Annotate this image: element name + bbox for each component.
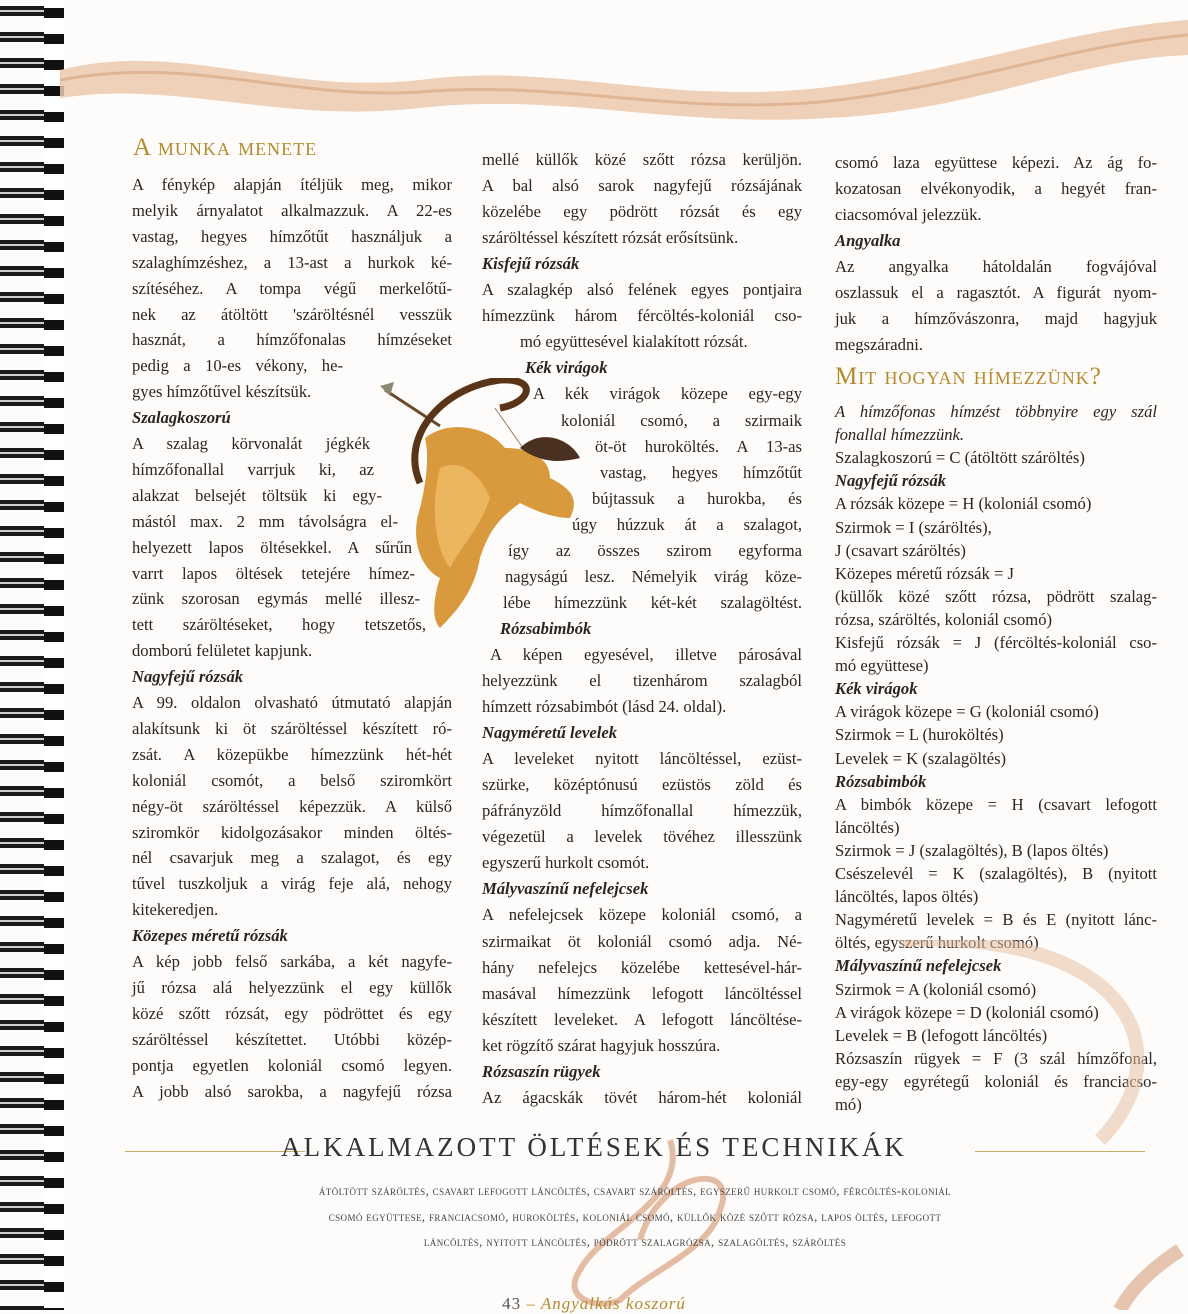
text-line: A bal alsó sarok nagyfejű rózsájának xyxy=(482,176,802,196)
text-line: Szirmok = I (száröltés), xyxy=(835,517,992,537)
page-footer xyxy=(0,1294,1188,1314)
text-line: hasznát, a hímzőfonalas hímzéseket xyxy=(132,330,452,350)
text-line: végezetül a levelek tövéhez illesszünk xyxy=(482,827,802,847)
techniques-line: csomó együttese, franciacsomó, huroköltés, koloniál csomó, küllők közé szőtt rózsa, lapos öltés, lefogott xyxy=(328,1210,942,1224)
text-line: csomó laza együttese képezi. Az ág fo- xyxy=(835,153,1157,172)
text-line: A képen egyesével, illetve párosával xyxy=(490,644,802,664)
text-line: készített leveleket. A lefogott láncöltése- xyxy=(482,1009,802,1029)
text-line: bújtassuk a hurokba, és xyxy=(592,488,802,508)
subheading: Nagyfejű rózsák xyxy=(835,471,947,491)
text-line: koloniál csomót, a belső sziromkört xyxy=(132,770,452,790)
text-line: varrt lapos öltések tetejére hímez- xyxy=(132,563,415,583)
text-line: egy-egy egyrétegű koloniál és franciacso- xyxy=(835,1071,1157,1091)
text-line: melyik árnyalatot alkalmazzuk. A 22-es xyxy=(132,200,452,220)
text-line: (küllők közé szőtt rózsa, pödrött szalag- xyxy=(835,586,1157,606)
text-line: hány nefelejcs közelébe kettesével-hár- xyxy=(482,957,802,977)
text-line: A virágok közepe = D (koloniál csomó) xyxy=(835,1002,1099,1022)
subheading: Mályvaszínű nefelejcsek xyxy=(835,956,1002,976)
text-line: láncöltés) xyxy=(835,817,900,837)
text-line: szítéséhez. A tompa végű merkelőtű- xyxy=(132,278,452,298)
text-line: ket rögzítő szárat hagyjuk hosszúra. xyxy=(482,1035,721,1055)
spiral-binding xyxy=(0,0,64,1310)
subheading: Rózsaszín rügyek xyxy=(482,1061,601,1081)
techniques-line: átöltött száröltés, csavart lefogott láncöltés, csavart száröltés, egyszerű hurkolt csomó, fércöltés-koloniál xyxy=(318,1184,952,1198)
text-line: A nefelejcsek közepe koloniál csomó, a xyxy=(482,905,802,925)
text-line: lébe hímezzünk két-két szalagöltést. xyxy=(503,592,802,612)
text-line: láncöltés, lapos öltés) xyxy=(835,887,979,907)
text-line: hímzőfonallal varrjuk ki, az xyxy=(132,459,374,479)
text-line: gyes hímzőtűvel készítsük. xyxy=(132,382,312,402)
text-line: Csészelevél = K (szalagöltés), B (nyitott xyxy=(835,864,1157,883)
text-line: A kék virágok közepe egy-egy xyxy=(533,384,802,404)
cupid-illustration xyxy=(380,378,610,648)
text-line: úgy húzzuk át a szalagot, xyxy=(572,514,802,534)
techniques-line: láncöltés, nyitott láncöltés, pödrött szalagrózsa, szalagöltés, száröltés xyxy=(423,1235,847,1249)
text-line: négy-öt száröltéssel képezzük. A külső xyxy=(132,796,452,816)
text-line: megszáradni. xyxy=(835,335,924,354)
subheading: Kék virágok xyxy=(835,679,918,699)
text-line: száröltéssel készítettet. Utóbbi közép- xyxy=(132,1029,452,1049)
text-line: mástól max. 2 mm távolságra el- xyxy=(132,511,398,531)
text-line: juk a hímzővászonra, majd hagyjuk xyxy=(835,309,1157,328)
text-line: öt-öt huroköltés. A 13-as xyxy=(595,436,802,456)
text-line: A fénykép alapján ítéljük meg, mikor xyxy=(132,175,452,194)
text-line: mellé küllők közé szőtt rózsa kerüljön. xyxy=(482,150,802,169)
chapter-title: Angyalkás koszorú xyxy=(540,1294,686,1313)
subheading: Szalagkoszorú xyxy=(132,408,231,428)
text-line: így az összes szirom egyforma xyxy=(508,540,802,560)
text-line: rózsa, száröltés, koloniál csomó) xyxy=(835,609,1053,629)
text-line: Szalagkoszorú = C (átöltött száröltés) xyxy=(835,448,1085,468)
text-line: pedig a 10-es vékony, he- xyxy=(132,356,343,376)
text-line: kozatosan elvékonyodik, a hegyét fran- xyxy=(835,179,1157,198)
text-line: sziromkör kidolgozásakor minden öltés- xyxy=(132,822,452,842)
text-line: pontja egyetlen koloniál csomó legyen. xyxy=(132,1055,452,1075)
text-line: száröltéssel készített rózsát erősítsünk. xyxy=(482,228,739,248)
text-line: egyszerű hurkolt csomót. xyxy=(482,853,650,873)
techniques-title: ALKALMAZOTT ÖLTÉSEK ÉS TECHNIKÁK xyxy=(281,1132,907,1162)
text-line: zünk szorosan egymás mellé illesz- xyxy=(132,589,420,609)
text-line: fonallal hímezzünk. xyxy=(835,425,965,445)
text-line: nél csavarjuk meg a szalagot, és egy xyxy=(132,848,452,868)
text-line: Kisfejű rózsák = J (fércöltés-koloniál cso- xyxy=(835,633,1157,652)
text-line: Levelek = K (szalagöltés) xyxy=(835,748,1007,768)
divider-right xyxy=(975,1151,1145,1152)
subheading: Angyalka xyxy=(835,231,901,250)
text-line: Az angyalka hátoldalán fogvájóval xyxy=(835,257,1157,276)
subheading: Közepes méretű rózsák xyxy=(132,926,288,946)
text-line: szirmaikat öt koloniál csomó adja. Né- xyxy=(482,931,802,951)
text-line: vastag, hegyes hímzőtűt használjuk a xyxy=(132,226,452,246)
subheading: Rózsabimbók xyxy=(835,771,927,791)
text-line: A rózsák közepe = H (koloniál csomó) xyxy=(835,494,1092,514)
section-title-munka-menete: A munka menete xyxy=(133,134,318,161)
text-line: ciacsomóval jelezzük. xyxy=(835,205,982,224)
text-line: nagyságú lesz. Némelyik virág köze- xyxy=(505,566,802,586)
text-line: A leveleket nyitott láncöltéssel, ezüst- xyxy=(482,749,802,769)
text-line: Rózsaszín rügyek = F (3 szál hímzőfonal, xyxy=(835,1048,1157,1068)
text-line: Közepes méretű rózsák = J xyxy=(835,563,1014,583)
text-line: masával hímezzünk lefogott láncöltéssel xyxy=(482,983,802,1003)
text-line: A szalagkép alsó felének egyes pontjaira xyxy=(482,280,802,300)
text-line: mó együttese) xyxy=(835,656,929,676)
text-line: alakítsunk ki öt száröltéssel készített ró- xyxy=(132,718,452,738)
text-line: alakzat belsejét töltsük ki egy- xyxy=(132,485,382,505)
text-line: nek az átöltött 'száröltésnél vesszük xyxy=(132,304,452,324)
text-line: kitekeredjen. xyxy=(132,900,219,920)
subheading: Rózsabimbók xyxy=(500,618,592,638)
text-line: domború felületet kapjunk. xyxy=(132,641,313,661)
text-line: Szirmok = L (huroköltés) xyxy=(835,725,1004,745)
text-line: hímzett rózsabimbót (lásd 24. oldal). xyxy=(482,697,727,717)
subheading: Kék virágok xyxy=(525,358,608,378)
ribbon-decoration-bottom xyxy=(540,940,1188,1310)
text-line: A jobb alsó sarokba, a nagyfejű rózsa xyxy=(132,1081,452,1101)
text-line: A 99. oldalon olvasható útmutató alapján xyxy=(132,693,452,712)
text-line: Szirmok = J (szalagöltés), B (lapos öltés) xyxy=(835,840,1109,860)
text-line: A bimbók közepe = H (csavart lefogott xyxy=(835,794,1157,814)
text-line: vastag, hegyes hímzőtűt xyxy=(600,462,802,482)
text-line: közé szőtt rózsát, egy pödröttet és egy xyxy=(132,1003,452,1023)
text-line: szürke, középtónusú ezüstös zöld és xyxy=(482,775,802,795)
text-line: Az ágacskák tövét három-hét koloniál xyxy=(482,1087,802,1107)
ribbon-decoration-top xyxy=(60,0,1188,130)
text-line: oszlassuk el a ragasztót. A figurát nyom- xyxy=(835,283,1157,302)
text-line: Levelek = B (lefogott láncöltés) xyxy=(835,1025,1048,1045)
footer-separator: – xyxy=(521,1294,541,1313)
text-line: helyezzünk el tizenhárom szalagból xyxy=(482,671,802,690)
text-line: Szirmok = A (koloniál csomó) xyxy=(835,979,1037,999)
text-line: jű rózsa alá helyezzünk el egy küllők xyxy=(132,977,452,997)
text-line: páfrányzöld hímzőfonallal hímezzük, xyxy=(482,801,802,821)
text-line: tett száröltéseket, hogy tetszetős, xyxy=(132,615,426,635)
subheading: Kisfejű rózsák xyxy=(482,254,580,274)
text-line: közelébe egy pödrött rózsát és egy xyxy=(482,202,802,222)
text-line: A kép jobb felső sarkába, a két nagyfe- xyxy=(132,952,452,971)
text-line: tűvel tuszkoljuk a virág feje alá, nehogy xyxy=(132,874,452,894)
subheading: Nagyméretű levelek xyxy=(482,723,618,743)
text-line: öltés, egyszerű hurkolt csomó) xyxy=(835,933,1039,953)
text-line: koloniál csomó, a szirmaik xyxy=(561,410,802,430)
subheading: Mályvaszínű nefelejcsek xyxy=(482,879,649,899)
text-line: A szalag körvonalát jégkék xyxy=(132,434,370,453)
section-title-mit-hogyan: Mit hogyan hímezzünk? xyxy=(835,363,1102,390)
text-line: J (csavart száröltés) xyxy=(835,540,966,560)
text-line: mó) xyxy=(835,1095,862,1114)
text-line: Nagyméretű levelek = B és E (nyitott lánc- xyxy=(835,910,1157,930)
text-line: hímezzünk három fércöltés-koloniál cso- xyxy=(482,306,802,326)
text-line: zsát. A közepükbe hímezzünk hét-hét xyxy=(132,744,452,764)
text-line: helyezett lapos öltésekkel. A sűrűn xyxy=(132,537,412,557)
text-line: A hímzőfonas hímzést többnyire egy szál xyxy=(835,402,1157,421)
text-line: szalaghímzéshez, a 13-ast a hurkok ké- xyxy=(132,252,452,272)
subheading: Nagyfejű rózsák xyxy=(132,667,244,687)
text-line: A virágok közepe = G (koloniál csomó) xyxy=(835,702,1099,722)
text-line: mó együttesével kialakított rózsát. xyxy=(520,332,748,352)
page-number: 43 xyxy=(502,1294,522,1313)
